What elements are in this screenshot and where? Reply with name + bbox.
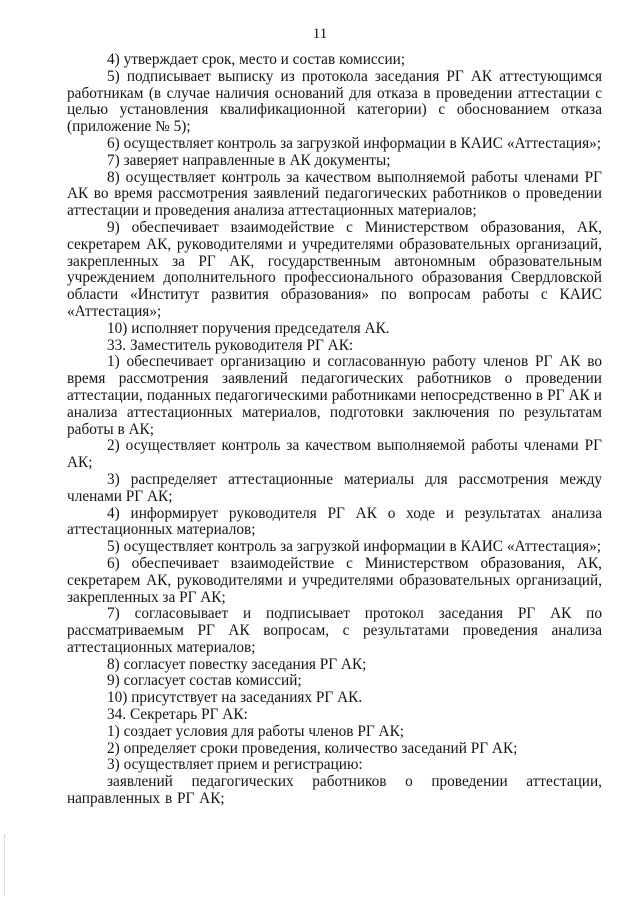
paragraph: 5) осуществляет контроль за загрузкой информации в КАИС «Аттестация»; xyxy=(107,538,602,556)
paragraph: 10) исполняет поручения председателя АК. xyxy=(107,319,390,337)
paragraph: 6) осуществляет контроль за загрузкой информации в КАИС «Аттестация»; xyxy=(107,134,602,152)
paragraph: 8) согласует повестку заседания РГ АК; xyxy=(107,655,367,673)
paragraph: 5) подписывает выписку из протокола заседания РГ АК аттестующимся работникам (в случае наличия оснований для отказа в проведении аттестации с целью установления квалификационной категории) с обоснованием отказа (приложение № 5); xyxy=(67,67,602,136)
paragraph: 9) обеспечивает взаимодействие с Министерством образования, АК, секретарем АК, руководителями и учредителями образовательных организаций, закрепленных за РГ АК, государственным автономным образовательным учреждением дополнительного профессионального образования Свердловской области «Институт развития образования» по вопросам работы с КАИС «Аттестация»; xyxy=(67,218,602,320)
section-heading: 34. Секретарь РГ АК: xyxy=(107,706,248,724)
paragraph: заявлений педагогических работников о проведении аттестации, направленных в РГ АК; xyxy=(67,773,602,808)
paragraph: 2) осуществляет контроль за качеством выполняемой работы членами РГ АК; xyxy=(67,437,602,472)
section-heading: 33. Заместитель руководителя РГ АК: xyxy=(107,336,354,354)
paragraph: 2) определяет сроки проведения, количество заседаний РГ АК; xyxy=(107,739,518,757)
paragraph: 3) осуществляет прием и регистрацию: xyxy=(107,756,363,774)
paragraph: 4) утверждает срок, место и состав комиссии; xyxy=(107,51,406,68)
paragraph: 10) присутствует на заседаниях РГ АК. xyxy=(107,689,363,707)
paragraph: 7) согласовывает и подписывает протокол заседания РГ АК по рассматриваемым РГ АК вопросам, с результатами проведения анализа аттестационных материалов; xyxy=(67,605,602,656)
paragraph: 8) осуществляет контроль за качеством выполняемой работы членами РГ АК во время рассмотрения заявлений педагогических работников о проведении аттестации и проведения анализа аттестационных материалов; xyxy=(67,168,602,220)
paragraph: 4) информирует руководителя РГ АК о ходе и результатах анализа аттестационных материалов; xyxy=(67,504,602,539)
paragraph: 9) согласует состав комиссий; xyxy=(107,672,302,690)
paragraph: 1) обеспечивает организацию и согласованную работу членов РГ АК во время рассмотрения заявлений педагогических работников о проведении аттестации, поданных педагогическими работниками непосредственно в РГ АК и анализа аттестационных материалов, подготовки заключения по результатам работы в АК; xyxy=(67,353,602,438)
paragraph: 7) заверяет направленные в АК документы; xyxy=(107,151,391,169)
paragraph: 3) распределяет аттестационные материалы для рассмотрения между членами РГ АК; xyxy=(67,470,602,505)
page-number: 11 xyxy=(312,26,328,42)
paragraph: 1) создает условия для работы членов РГ АК; xyxy=(107,722,405,740)
scan-edge-mark xyxy=(4,835,7,895)
paragraph: 6) обеспечивает взаимодействие с Министерством образования, АК, секретарем АК, руководителями и учредителями образовательных организаций, закрепленных за РГ АК; xyxy=(67,554,602,606)
document-body xyxy=(67,52,602,808)
